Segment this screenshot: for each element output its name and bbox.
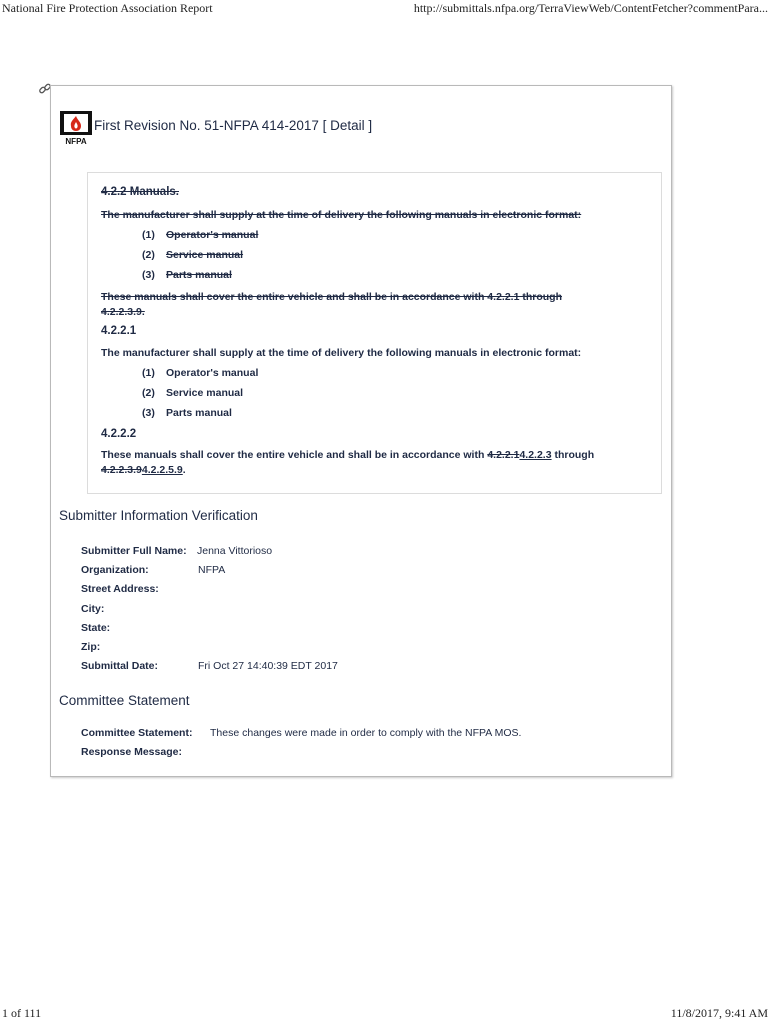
- logo-text: NFPA: [65, 137, 87, 146]
- list-item: (1) Operator's manual: [142, 367, 259, 379]
- list-item: (3) Parts manual: [142, 269, 232, 281]
- submitter-section-title: Submitter Information Verification: [59, 508, 258, 523]
- field-submitter-name: Submitter Full Name: Jenna Vittorioso: [81, 545, 273, 557]
- list-item: (2) Service manual: [142, 387, 244, 399]
- field-committee-statement: Committee Statement: These changes were made in order to comply with the NFPA MOS.: [81, 727, 522, 739]
- field-response-message: Response Message:: [81, 746, 182, 758]
- nfpa-logo-icon: [59, 110, 93, 146]
- page-url[interactable]: http://submittals.nfpa.org/TerraViewWeb/ContentFetcher?commentPara...: [413, 1, 768, 15]
- old-cover-text: These manuals shall cover the entire vehicle and shall be in accordance with 4.2.2.1 through 4.2.2.3.9.: [101, 291, 562, 318]
- new1-heading: 4.2.2.1: [101, 325, 137, 337]
- field-state: State:: [81, 622, 111, 634]
- field-city: City:: [81, 603, 105, 615]
- list-item: (2) Service manual: [142, 249, 244, 261]
- page-number: 1 of 111: [2, 1006, 42, 1020]
- old-heading: 4.2.2 Manuals.: [101, 186, 179, 198]
- revision-detail: [87, 172, 662, 494]
- report-title: National Fire Protection Association Report: [2, 1, 213, 15]
- old-intro: The manufacturer shall supply at the time of delivery the following manuals in electronic format:: [101, 209, 582, 221]
- new2-heading: 4.2.2.2: [101, 428, 137, 440]
- committee-section-title: Committee Statement: [59, 693, 190, 708]
- list-item: (3) Parts manual: [142, 407, 232, 419]
- list-item: (1) Operator's manual: [142, 229, 259, 241]
- new1-intro: The manufacturer shall supply at the time of delivery the following manuals in electronic format:: [101, 347, 582, 359]
- print-datetime: 11/8/2017, 9:41 AM: [670, 1006, 768, 1020]
- field-submittal-date: Submittal Date: Fri Oct 27 14:40:39 EDT 2017: [81, 660, 338, 672]
- new2-text: These manuals shall cover the entire vehicle and shall be in accordance with 4.2.2.14.2.2.3 through 4.2.2.3.94.2.2.5.9.: [101, 449, 595, 476]
- field-street-address: Street Address:: [81, 583, 159, 595]
- revision-title[interactable]: First Revision No. 51-NFPA 414-2017 [ Detail ]: [94, 118, 373, 133]
- page-header: [0, 1, 770, 17]
- page-footer: [0, 1006, 770, 1022]
- field-organization: Organization: NFPA: [81, 564, 226, 576]
- field-zip: Zip:: [81, 641, 101, 653]
- revision-card: [50, 85, 672, 777]
